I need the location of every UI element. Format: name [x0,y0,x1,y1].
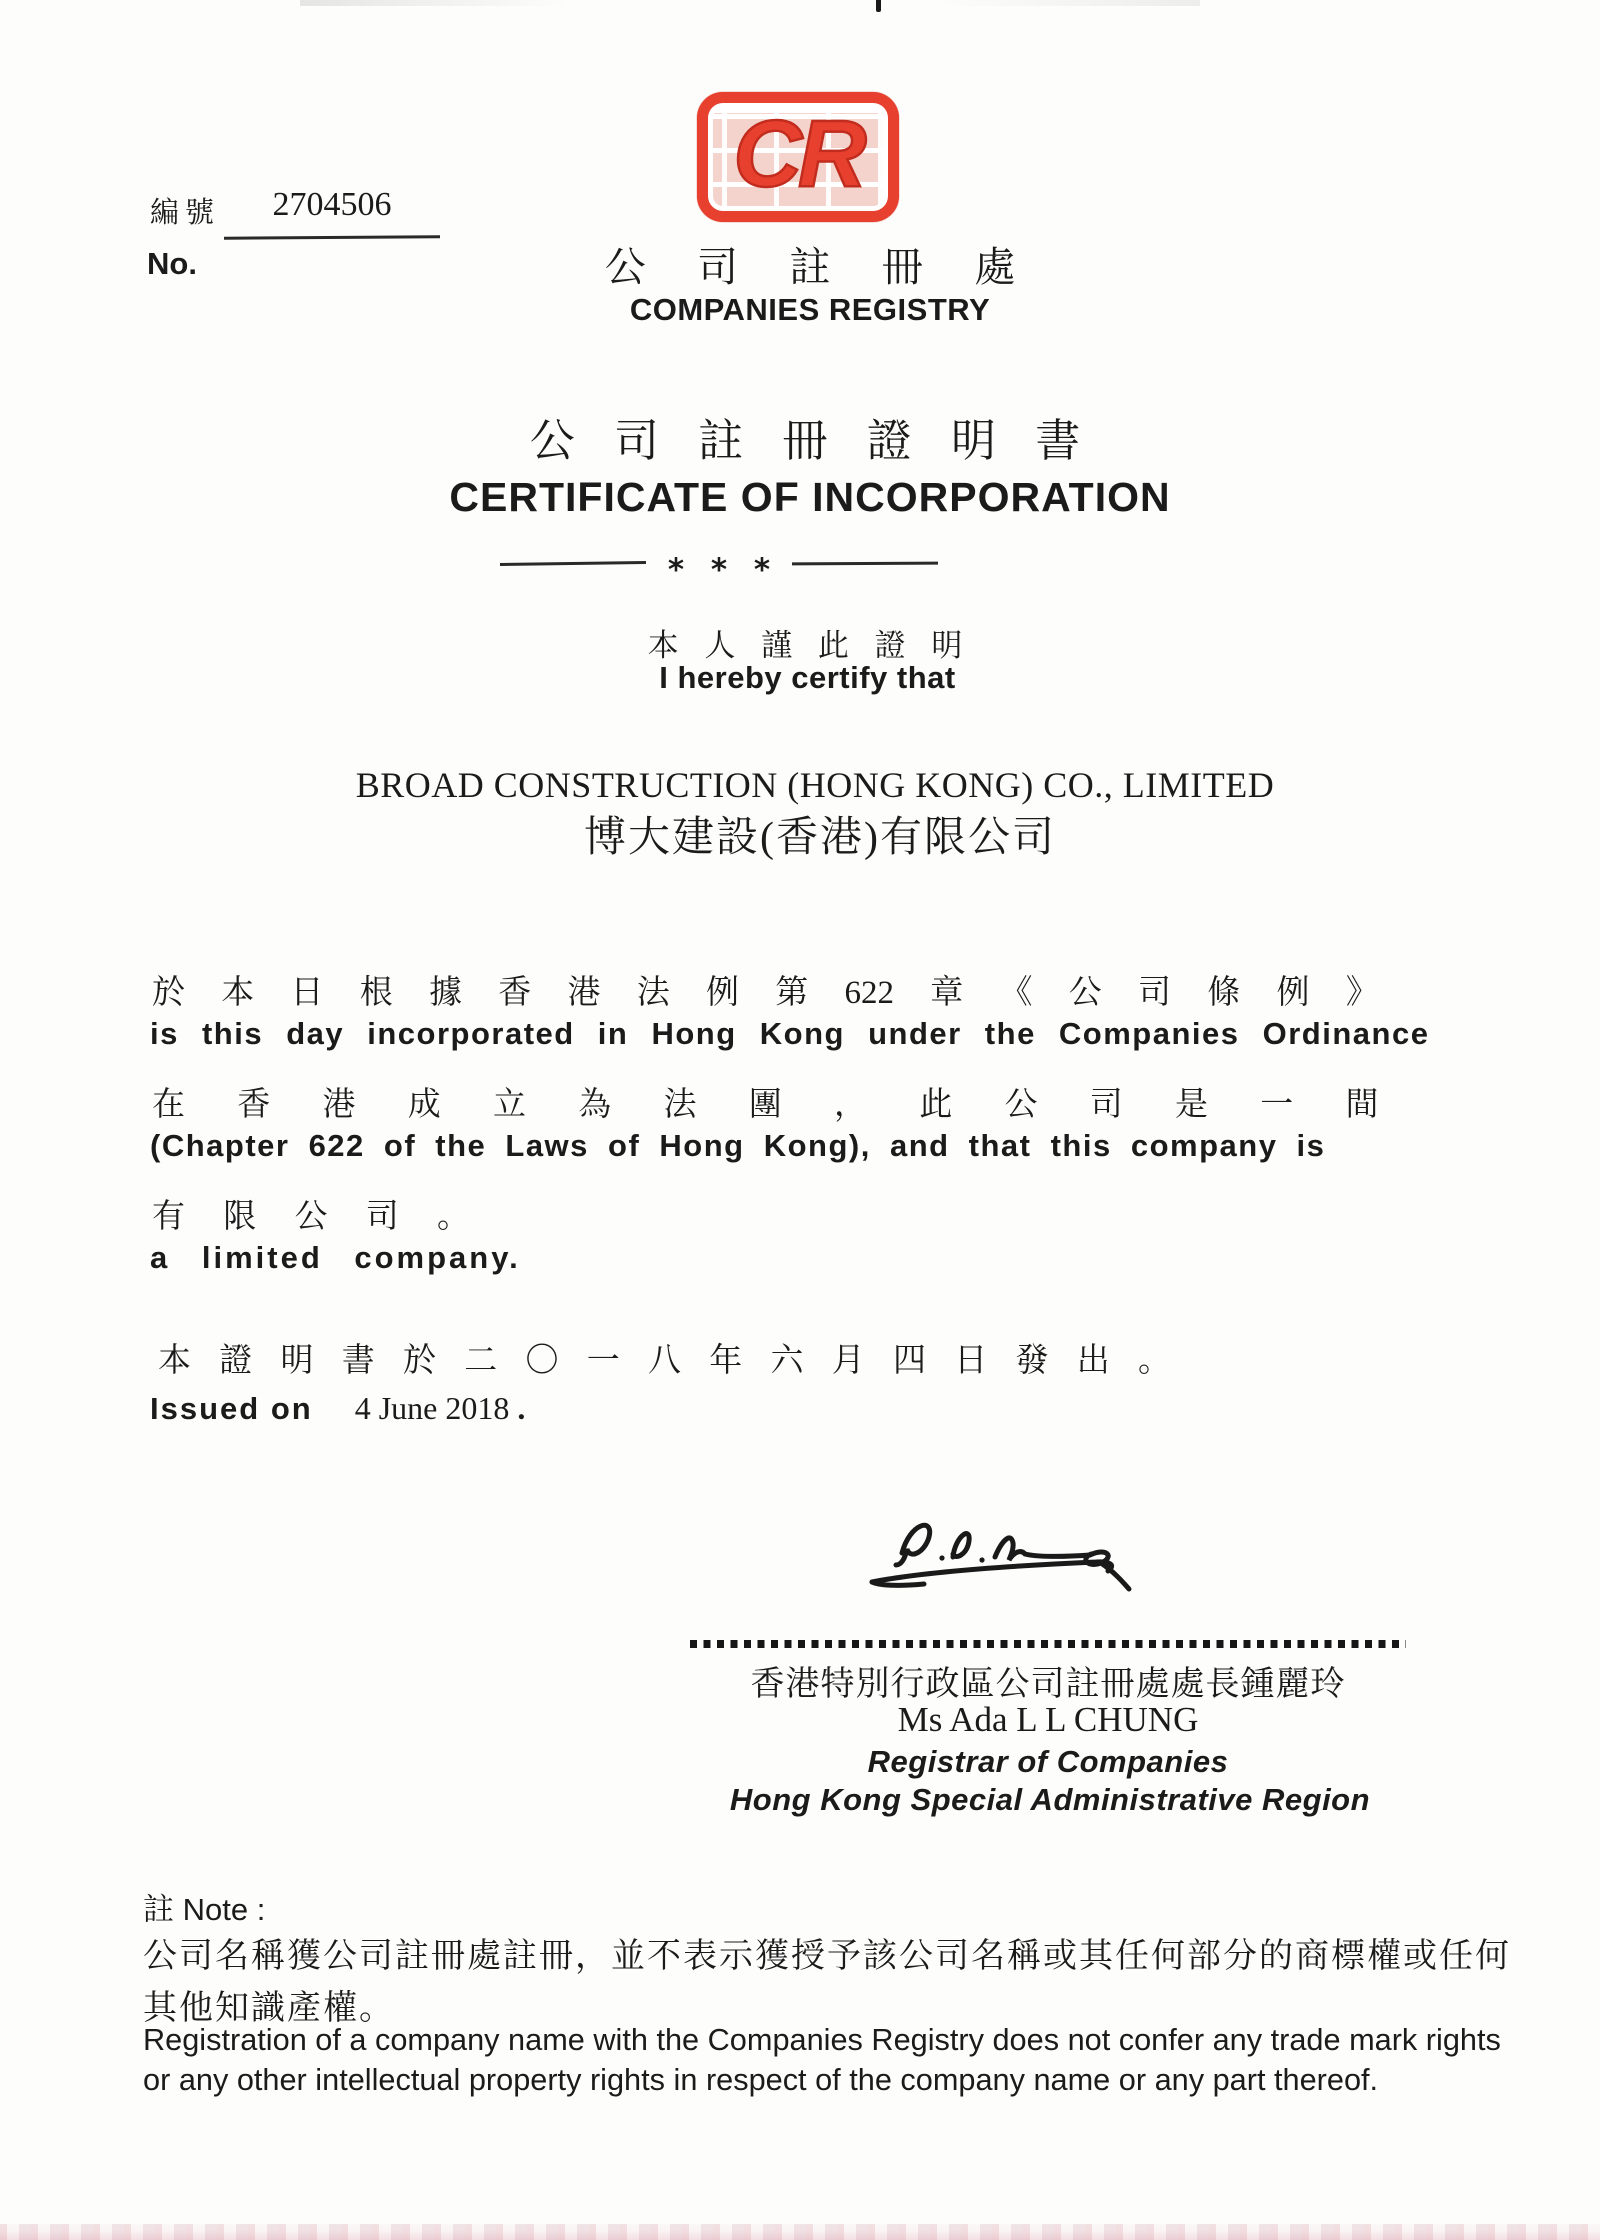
paragraph2-en: (Chapter 622 of the Laws of Hong Kong), and that this company is [150,1128,1326,1163]
note-cn-line2: 其他知識產權。 [143,1990,395,2027]
star-divider [500,546,938,588]
number-label-cn: 編號 [150,197,221,229]
paragraph3-cn: 有 限 公 司 。 [152,1199,470,1235]
note-label: 註 Note : [143,1892,266,1927]
paragraph3-en: a limited company. [150,1240,521,1275]
registrar-name: Ms Ada L L CHUNG [897,1700,1199,1739]
certify-statement-cn: 本 人 謹 此 證 明 [647,628,963,663]
registrar-title-cn: 香港特別行政區公司註冊處處長鍾麗玲 [750,1666,1346,1703]
note-cn-line1: 公司名稱獲公司註冊處註冊，並不表示獲授予該公司名稱或其任何部分的商標權或任何 [143,1938,1511,1975]
paragraph1-en: is this day incorporated in Hong Kong under the Companies Ordinance [150,1016,1430,1051]
company-name-en: BROAD CONSTRUCTION (HONG KONG) CO., LIMITED [355,765,1275,805]
registrar-signature [858,1505,1158,1615]
paragraph2-cn: 在 香 港 成 立 為 法 團 ， 此 公 司 是 一 間 [152,1087,1379,1123]
registrar-role: Registrar of Companies [867,1744,1229,1779]
issued-date-value: 4 June 2018 [354,1390,510,1426]
registry-name-cn: 公 司 註 冊 處 [604,244,1016,290]
note-en-line1: Registration of a company name with the Companies Registry does not confer any trade mark rights [143,2022,1501,2057]
companies-registry-logo [697,92,899,222]
divider-line-left [500,560,646,565]
signature-dotted-line [690,1640,1406,1648]
certificate-title-en: CERTIFICATE OF INCORPORATION [449,474,1171,520]
number-label-en: No. [147,246,197,281]
issued-on-label: Issued on [150,1391,313,1426]
certificate-title-cn: 公 司 註 冊 證 明 書 [529,416,1081,466]
issue-date-en-row [150,1390,525,1427]
issue-date-cn: 本 證 明 書 於 二 〇 一 八 年 六 月 四 日 發 出 。 [158,1343,1171,1379]
note-en-line2: or any other intellectual property rights in respect of the company name or any part thereof. [143,2062,1379,2097]
divider-stars: * * * [667,552,779,588]
scan-artifact-bottom [0,2224,1600,2240]
certify-statement-en: I hereby certify that [659,660,956,695]
issued-date-period: . [517,1390,526,1426]
divider-line-right [792,561,938,565]
registry-name-en: COMPANIES REGISTRY [629,292,991,327]
scan-artifact-top [300,0,1200,6]
paragraph1-cn: 於 本 日 根 據 香 港 法 例 第 622 章 《 公 司 條 例 》 [152,975,1379,1011]
scan-artifact-tick [876,0,881,12]
certificate-number: 2704506 [272,186,392,223]
company-name-cn: 博大建設(香港)有限公司 [584,815,1056,861]
registrar-region: Hong Kong Special Administrative Region [729,1782,1371,1817]
cr-logo-text: CR [733,100,863,207]
